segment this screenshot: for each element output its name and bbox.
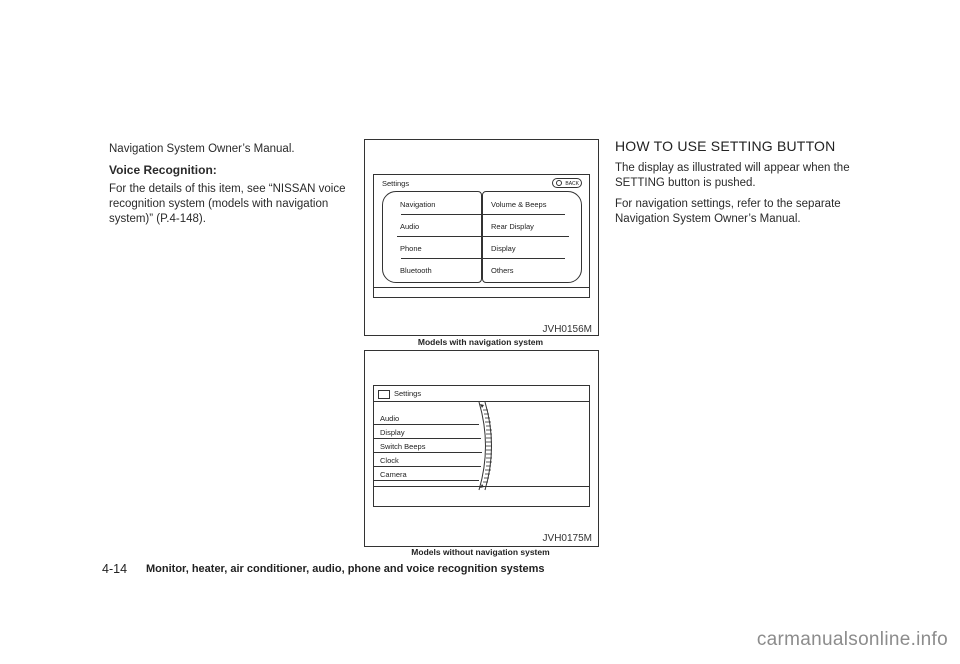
list-divider [374,424,479,425]
right-row-divider [483,236,569,237]
left-row-divider [401,258,481,259]
section-heading: HOW TO USE SETTING BUTTON [615,138,836,154]
list-item-camera: Camera [380,470,407,479]
menu-item-others: Others [491,266,514,275]
figure-caption-1: Models with navigation system [417,337,544,347]
page-number: 4-14 [102,562,128,576]
setting-para-1-line-1: The display as illustrated will appear when the [615,162,850,174]
voice-recognition-heading: Voice Recognition: [109,163,217,177]
nav-settings-bottom-rule [374,287,589,288]
scroll-dial-icon [476,400,498,492]
section-footer-title: Monitor, heater, air conditioner, audio, phone and voice recognition systems [146,563,545,575]
menu-item-rear-display: Rear Display [491,222,534,231]
back-label: BACK [565,181,579,187]
back-button [552,178,582,188]
voice-recognition-body-line-1: For the details of this item, see “NISSAN voice [109,183,346,195]
list-item-display: Display [380,428,405,437]
right-row-divider [483,258,565,259]
nav-settings-screen [373,174,590,298]
intro-text: Navigation System Owner’s Manual. [109,143,295,155]
menu-item-navigation: Navigation [400,200,436,209]
figure-code-1: JVH0156M [542,324,592,335]
menu-item-bluetooth: Bluetooth [400,266,432,275]
list-item-clock: Clock [380,456,399,465]
watermark: carmanualsonline.info [756,629,948,650]
left-row-divider [397,236,481,237]
right-row-divider [483,214,565,215]
figure-code-2: JVH0175M [542,533,592,544]
basic-settings-title: Settings [394,389,422,398]
list-item-switch-beeps: Switch Beeps [380,442,426,451]
nav-settings-title: Settings [382,179,410,188]
voice-recognition-body-line-2: recognition system (models with navigation [109,198,329,210]
list-divider [374,480,479,481]
figure-without-navigation [364,350,599,547]
figure-with-navigation [364,139,599,336]
list-divider [374,452,482,453]
settings-icon [378,390,390,399]
list-divider [374,438,481,439]
back-icon [556,180,562,186]
menu-item-phone: Phone [400,244,422,253]
figure-caption-2: Models without navigation system [411,547,550,557]
menu-item-audio: Audio [400,222,420,231]
left-row-divider [401,214,481,215]
setting-para-2-line-2: Navigation System Owner’s Manual. [615,213,801,225]
setting-para-2-line-1: For navigation settings, refer to the separate [615,198,841,210]
menu-item-volume-beeps: Volume & Beeps [491,200,547,209]
nav-settings-left-panel [382,191,482,283]
list-divider [374,466,481,467]
list-item-audio: Audio [380,414,400,423]
menu-item-display: Display [491,244,516,253]
basic-settings-screen [373,385,590,507]
setting-para-1-line-2: SETTING button is pushed. [615,177,756,189]
nav-settings-right-panel [482,191,582,283]
voice-recognition-body-line-3: system)” (P.4-148). [109,213,206,225]
